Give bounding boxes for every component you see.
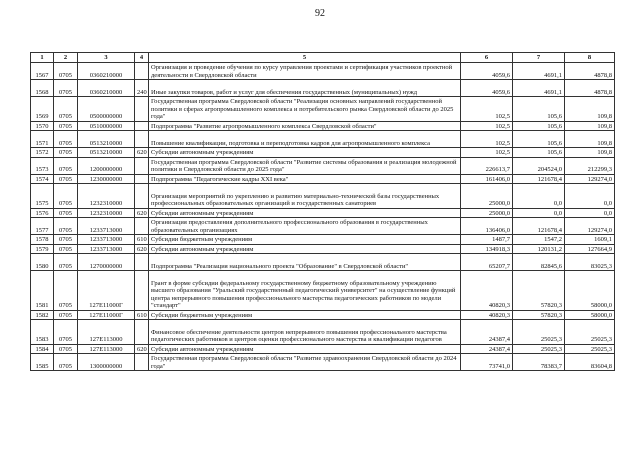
- table-row: [31, 157, 615, 174]
- section-code-cell: 0705: [54, 344, 78, 354]
- section-code-cell: 0705: [54, 218, 78, 235]
- amount-cell: 4691,1: [513, 63, 565, 80]
- amount-cell: 78383,7: [513, 354, 565, 371]
- amount-cell: 1609,1: [565, 235, 615, 245]
- description-cell: Подпрограмма "Педагогические кадры XXI века": [149, 174, 461, 184]
- section-code-cell: 0705: [54, 121, 78, 131]
- amount-cell: 136406,0: [461, 218, 513, 235]
- amount-cell: 1547,2: [513, 235, 565, 245]
- column-header: 3: [78, 53, 135, 63]
- amount-cell: 4691,1: [513, 80, 565, 97]
- section-code-cell: 0705: [54, 254, 78, 271]
- section-code-cell: 0705: [54, 235, 78, 245]
- section-code-cell: 0705: [54, 97, 78, 122]
- row-number-cell: 1574: [31, 174, 54, 184]
- row-number-cell: 1580: [31, 254, 54, 271]
- amount-cell: 25025,3: [513, 344, 565, 354]
- amount-cell: 102,5: [461, 148, 513, 158]
- description-cell: Организация предоставления дополнительного профессионального образования в государственных образовательных организациях: [149, 218, 461, 235]
- row-number-cell: 1575: [31, 184, 54, 209]
- target-article-cell: 1233713000: [78, 235, 135, 245]
- target-article-cell: 1270000000: [78, 254, 135, 271]
- amount-cell: 129274,0: [565, 174, 615, 184]
- amount-cell: 120131,2: [513, 244, 565, 254]
- section-code-cell: 0705: [54, 208, 78, 218]
- target-article-cell: 127E11000Г: [78, 310, 135, 320]
- amount-cell: 25025,3: [513, 320, 565, 345]
- amount-cell: 105,6: [513, 97, 565, 122]
- table-row: [31, 254, 615, 271]
- amount-cell: 4059,6: [461, 63, 513, 80]
- table-row: [31, 218, 615, 235]
- row-number-cell: 1582: [31, 310, 54, 320]
- expense-type-cell: [135, 97, 149, 122]
- section-code-cell: 0705: [54, 320, 78, 345]
- description-cell: Грант в форме субсидии федеральному государственному бюджетному образовательному учреждению высшего образования "Уральский государственный педагогический университет" на осуществление функций центра непрерывного повышения профессионального мастерства педагогических работников по модели "стандарт": [149, 271, 461, 311]
- amount-cell: 0,0: [513, 184, 565, 209]
- row-number-cell: 1578: [31, 235, 54, 245]
- amount-cell: 212299,3: [565, 157, 615, 174]
- amount-cell: 4878,8: [565, 63, 615, 80]
- amount-cell: 105,6: [513, 131, 565, 148]
- target-article-cell: 127E113000: [78, 320, 135, 345]
- row-number-cell: 1579: [31, 244, 54, 254]
- description-cell: Государственная программа Свердловской области "Реализация основных направлений государственной политики в сферах агропромышленного комплекса и потребительского рынка Свердловской области до 2025 года": [149, 97, 461, 122]
- section-code-cell: 0705: [54, 63, 78, 80]
- table-row: [31, 271, 615, 311]
- row-number-cell: 1567: [31, 63, 54, 80]
- row-number-cell: 1572: [31, 148, 54, 158]
- description-cell: Субсидии автономным учреждениям: [149, 244, 461, 254]
- target-article-cell: 1232310000: [78, 208, 135, 218]
- expense-type-cell: [135, 354, 149, 371]
- description-cell: Финансовое обеспечение деятельности центров непрерывного повышения профессионального мастерства педагогических работников и центров оценки профессионального мастерства и квалификации педагогов: [149, 320, 461, 345]
- description-cell: Государственная программа Свердловской области "Развитие системы образования и реализация молодежной политики в Свердловской области до 2025 года": [149, 157, 461, 174]
- page-number: 92: [315, 8, 325, 19]
- description-cell: Государственная программа Свердловской области "Развитие здравоохранения Свердловской области до 2024 года": [149, 354, 461, 371]
- column-header: 8: [565, 53, 615, 63]
- amount-cell: 0,0: [513, 208, 565, 218]
- target-article-cell: 127E113000: [78, 344, 135, 354]
- description-cell: Иные закупки товаров, работ и услуг для обеспечения государственных (муниципальных) нужд: [149, 80, 461, 97]
- amount-cell: 161406,0: [461, 174, 513, 184]
- table-row: [31, 97, 615, 122]
- column-header: 7: [513, 53, 565, 63]
- amount-cell: 102,5: [461, 97, 513, 122]
- amount-cell: 134918,3: [461, 244, 513, 254]
- expense-type-cell: [135, 121, 149, 131]
- expense-type-cell: [135, 184, 149, 209]
- table-row: [31, 344, 615, 354]
- amount-cell: 58000,0: [565, 271, 615, 311]
- description-cell: Субсидии автономным учреждениям: [149, 148, 461, 158]
- description-cell: Подпрограмма "Развитие агропромышленного комплекса Свердловской области": [149, 121, 461, 131]
- row-number-cell: 1570: [31, 121, 54, 131]
- column-header: 2: [54, 53, 78, 63]
- amount-cell: 0,0: [565, 184, 615, 209]
- description-cell: Организация и проведение обучения по курсу управления проектами и сертификация участников проектной деятельности в Свердловской области: [149, 63, 461, 80]
- description-cell: Субсидии автономным учреждениям: [149, 208, 461, 218]
- table-row: [31, 148, 615, 158]
- section-code-cell: 0705: [54, 271, 78, 311]
- table-row: [31, 235, 615, 245]
- expense-type-cell: 620: [135, 344, 149, 354]
- target-article-cell: 0360210000: [78, 63, 135, 80]
- target-article-cell: 127E11000Г: [78, 271, 135, 311]
- expense-type-cell: [135, 131, 149, 148]
- table-header-row: [31, 53, 615, 63]
- amount-cell: 109,8: [565, 97, 615, 122]
- table-row: [31, 80, 615, 97]
- description-cell: Повышение квалификации, подготовка и переподготовка кадров для агропромышленного комплекса: [149, 131, 461, 148]
- section-code-cell: 0705: [54, 157, 78, 174]
- expense-type-cell: 620: [135, 148, 149, 158]
- table-row: [31, 174, 615, 184]
- column-header: 6: [461, 53, 513, 63]
- amount-cell: 25025,3: [565, 344, 615, 354]
- amount-cell: 1487,7: [461, 235, 513, 245]
- amount-cell: 25025,3: [565, 320, 615, 345]
- amount-cell: 4878,8: [565, 80, 615, 97]
- expense-type-cell: 610: [135, 235, 149, 245]
- expense-type-cell: [135, 320, 149, 345]
- column-header: 1: [31, 53, 54, 63]
- table-row: [31, 354, 615, 371]
- amount-cell: 102,5: [461, 121, 513, 131]
- target-article-cell: 1233713000: [78, 244, 135, 254]
- budget-table: [30, 52, 615, 371]
- row-number-cell: 1577: [31, 218, 54, 235]
- row-number-cell: 1571: [31, 131, 54, 148]
- table-row: [31, 320, 615, 345]
- section-code-cell: 0705: [54, 184, 78, 209]
- target-article-cell: 0513210000: [78, 148, 135, 158]
- table-row: [31, 310, 615, 320]
- table-row: [31, 184, 615, 209]
- section-code-cell: 0705: [54, 354, 78, 371]
- target-article-cell: 0513210000: [78, 131, 135, 148]
- amount-cell: 121678,4: [513, 218, 565, 235]
- row-number-cell: 1568: [31, 80, 54, 97]
- table-row: [31, 244, 615, 254]
- amount-cell: 25000,0: [461, 184, 513, 209]
- table-row: [31, 208, 615, 218]
- amount-cell: 24387,4: [461, 320, 513, 345]
- amount-cell: 204524,0: [513, 157, 565, 174]
- section-code-cell: 0705: [54, 310, 78, 320]
- amount-cell: 57820,3: [513, 271, 565, 311]
- target-article-cell: 1300000000: [78, 354, 135, 371]
- amount-cell: 73741,0: [461, 354, 513, 371]
- row-number-cell: 1584: [31, 344, 54, 354]
- section-code-cell: 0705: [54, 148, 78, 158]
- amount-cell: 40820,3: [461, 310, 513, 320]
- expense-type-cell: [135, 174, 149, 184]
- expense-type-cell: 620: [135, 208, 149, 218]
- amount-cell: 109,8: [565, 131, 615, 148]
- amount-cell: 65207,7: [461, 254, 513, 271]
- target-article-cell: 1233713000: [78, 218, 135, 235]
- expense-type-cell: [135, 271, 149, 311]
- amount-cell: 102,5: [461, 131, 513, 148]
- section-code-cell: 0705: [54, 244, 78, 254]
- column-header: 4: [135, 53, 149, 63]
- amount-cell: 25000,0: [461, 208, 513, 218]
- table-row: [31, 121, 615, 131]
- description-cell: Организация мероприятий по укреплению и развитию материально-технической базы государственных профессиональных образовательных организаций и государственных санаториев: [149, 184, 461, 209]
- section-code-cell: 0705: [54, 131, 78, 148]
- table-body: [31, 63, 615, 371]
- amount-cell: 83025,3: [565, 254, 615, 271]
- description-cell: Подпрограмма "Реализация национального проекта "Образование" в Свердловской области": [149, 254, 461, 271]
- amount-cell: 109,8: [565, 121, 615, 131]
- row-number-cell: 1569: [31, 97, 54, 122]
- amount-cell: 121678,4: [513, 174, 565, 184]
- target-article-cell: 0510000000: [78, 121, 135, 131]
- expense-type-cell: [135, 63, 149, 80]
- amount-cell: 226613,7: [461, 157, 513, 174]
- amount-cell: 82845,6: [513, 254, 565, 271]
- table-row: [31, 63, 615, 80]
- amount-cell: 83604,8: [565, 354, 615, 371]
- amount-cell: 40820,3: [461, 271, 513, 311]
- section-code-cell: 0705: [54, 80, 78, 97]
- amount-cell: 0,0: [565, 208, 615, 218]
- table-row: [31, 131, 615, 148]
- amount-cell: 105,6: [513, 121, 565, 131]
- target-article-cell: 1232310000: [78, 184, 135, 209]
- expense-type-cell: 620: [135, 244, 149, 254]
- amount-cell: 127664,9: [565, 244, 615, 254]
- description-cell: Субсидии автономным учреждениям: [149, 344, 461, 354]
- target-article-cell: 1230000000: [78, 174, 135, 184]
- expense-type-cell: [135, 218, 149, 235]
- description-cell: Субсидии бюджетным учреждениям: [149, 235, 461, 245]
- amount-cell: 129274,0: [565, 218, 615, 235]
- row-number-cell: 1585: [31, 354, 54, 371]
- row-number-cell: 1573: [31, 157, 54, 174]
- target-article-cell: 1200000000: [78, 157, 135, 174]
- amount-cell: 57820,3: [513, 310, 565, 320]
- row-number-cell: 1576: [31, 208, 54, 218]
- column-header: 5: [149, 53, 461, 63]
- row-number-cell: 1583: [31, 320, 54, 345]
- section-code-cell: 0705: [54, 174, 78, 184]
- amount-cell: 109,8: [565, 148, 615, 158]
- target-article-cell: 0360210000: [78, 80, 135, 97]
- expense-type-cell: [135, 157, 149, 174]
- row-number-cell: 1581: [31, 271, 54, 311]
- amount-cell: 58000,0: [565, 310, 615, 320]
- amount-cell: 4059,6: [461, 80, 513, 97]
- expense-type-cell: [135, 254, 149, 271]
- amount-cell: 24387,4: [461, 344, 513, 354]
- amount-cell: 105,6: [513, 148, 565, 158]
- description-cell: Субсидии бюджетным учреждениям: [149, 310, 461, 320]
- target-article-cell: 0500000000: [78, 97, 135, 122]
- expense-type-cell: 610: [135, 310, 149, 320]
- expense-type-cell: 240: [135, 80, 149, 97]
